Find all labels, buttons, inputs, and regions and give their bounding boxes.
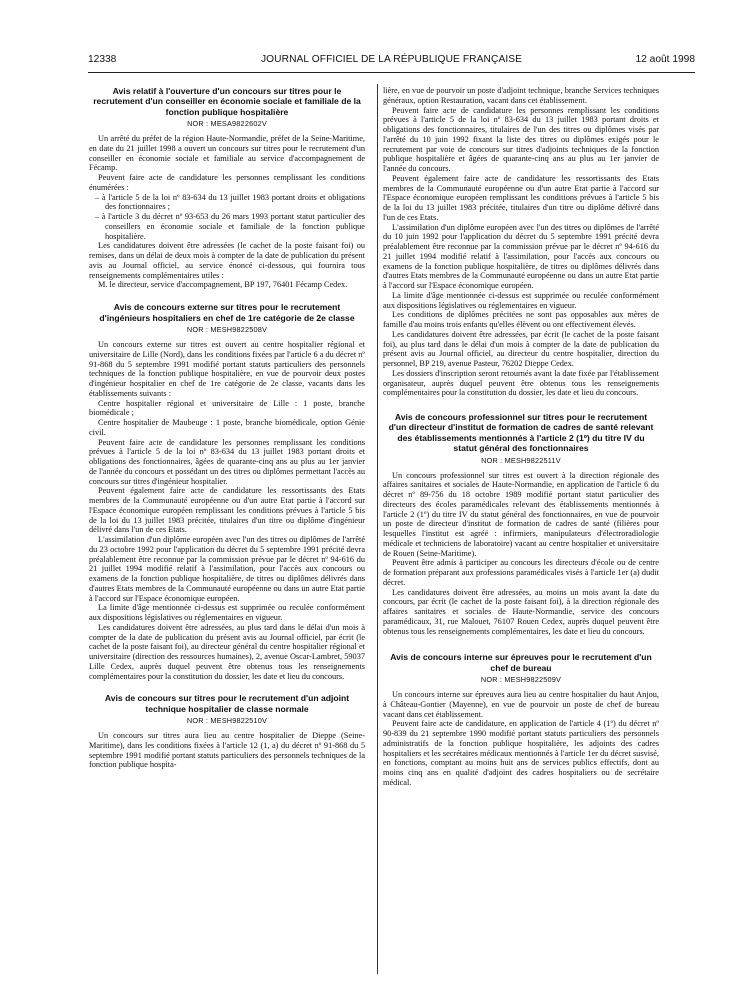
notice-conseiller-economie-sociale [89, 86, 365, 290]
list-item: – à l'article 5 de la loi nº 83-634 du 13 juillet 1983 portant droits et obligations des fonctionnaires ; [95, 192, 365, 212]
conditions-list [89, 193, 365, 242]
paragraph: Centre hospitalier de Maubeuge : 1 poste, branche biomédicale, option Génie civil. [89, 418, 365, 437]
paragraph: Les conditions de diplômes précitées ne sont pas opposables aux mères de famille d'au moins trois enfants qu'elles élèvent ou ont effectivement élevés. [383, 310, 659, 329]
notice-title: Avis de concours professionnel sur titres pour le recrutement d'un directeur d'institut de formation de cadres de santé relevant des établissements mentionnés à l'article 2 (1º) du titre IV du statut général des fonctionnaires [388, 412, 654, 454]
notice-title: Avis de concours externe sur titres pour le recrutement d'ingénieurs hospitaliers en chef de 1re catégorie de 2e classe [99, 302, 355, 323]
notice-chef-de-bureau [383, 652, 659, 787]
nor-reference: NOR : MESA9822602V [187, 119, 267, 129]
paragraph: Un concours professionnel sur titres est ouvert à la direction régionale des affaires sanitaires et sociales de Haute-Normandie, en application de l'article 6 du décret nº 89-756 du 18 octobre 1989 modifié portant statut particulier des directeurs des écoles paramédicales relevant des établissements mentionnés à l'article 2 (1º) du titre IV du statut général des fonctionnaires, en vue de pourvoir un poste de directeur d'institut de formation de cadres de santé (filières pour lesquelles l'institut est agréé : infirmiers, manipulateurs d'électroradiologie médicale et techniciens de laboratoire) vacant au centre hospitalier et universitaire de Rouen (Seine-Maritime). [383, 470, 659, 558]
paragraph: L'assimilation d'un diplôme européen avec l'un des titres ou diplômes de l'arrêté du 23 octobre 1992 pour l'application du décret du 5 septembre 1991 précité devra préalablement être reconnue par la commission prévue par le décret nº 94-616 du 21 juillet 1994 modifié relatif à l'assimilation, pour l'accès aux concours ou examens de la fonction publique hospitalière, de titres ou diplômes délivrés dans d'autres Etats membres de la Communauté européenne ou dans un autre Etat partie à l'accord sur l'Espace économique européen. [89, 535, 365, 603]
paragraph: Un concours externe sur titres est ouvert au centre hospitalier régional et universitaire de Lille (Nord), dans les conditions fixées par l'article 6 a du décret nº 91-868 du 5 septembre 1991 modifié portant statuts particuliers des personnels techniques de la fonction publique hospitalière, en vue de pourvoir deux postes d'ingénieur hospitalier en chef de 1re catégorie de 2e classe, vacants dans les établissements suivants : [89, 340, 365, 398]
notice-adjoint-technique-continued [383, 86, 659, 398]
notice-directeur-institut-formation [383, 412, 659, 636]
paragraph: Peuvent faire acte de candidature les personnes remplissant les conditions énumérées : [89, 173, 365, 192]
nor-reference: NOR : MESH9822509V [480, 675, 562, 685]
paragraph: lière, en vue de pourvoir un poste d'adjoint technique, branche Services techniques généraux, option Restauration, vacant dans cet établissement. [383, 86, 659, 105]
nor-reference: NOR : MESH9822508V [186, 325, 268, 335]
notice-title: Avis de concours interne sur épreuves pour le recrutement d'un chef de bureau [390, 652, 652, 673]
paragraph: Les candidatures doivent être adressées, au plus tard dans le délai d'un mois à compter de la date de publication du présent avis au Journal officiel, par écrit (le cachet de la poste faisant foi), au directeur général du centre hospitalier régional et universitaire (direction des ressources humaines), 2, avenue Oscar-Lambret, 59037 Lille Cedex, auprès duquel peuvent être obtenus tous les renseignements complémentaires pour la constitution du dossier, les date et lieu du concours. [89, 622, 365, 681]
paragraph: Centre hospitalier régional et universitaire de Lille : 1 poste, branche biomédicale ; [89, 398, 365, 418]
paragraph: Les dossiers d'inscription seront retournés avant la date fixée par l'établissement organisateur, auprès duquel peuvent être obtenus tous les renseignements complémentaires pour la constitution du dossier, les date et lieu du concours. [383, 368, 659, 398]
left-column [89, 86, 365, 782]
notice-title: Avis relatif à l'ouverture d'un concours sur titres pour le recrutement d'un conseiller en économie sociale et familiale de la fonction publique hospitalière [93, 86, 361, 117]
paragraph: Peuvent également faire acte de candidature les ressortissants des Etats membres de la Communauté européenne ou d'un autre Etat partie à l'accord sur l'Espace économique européen remplissant les conditions prévues à l'article 5 bis de la loi du 13 juillet 1983 précitée, titulaires d'un titre ou diplôme délivré dans l'un de ces Etats. [383, 173, 659, 222]
header-rule [88, 72, 695, 73]
paragraph: Peuvent être admis à participer au concours les directeurs d'école ou de centre de formation préparant aux professions paramédicales visés à l'article 1er (a) dudit décret. [383, 558, 659, 587]
notice-ingenieurs-hospitaliers [89, 302, 365, 681]
notice-title: Avis de concours sur titres pour le recrutement d'un adjoint technique hospitalier de classe normale [104, 693, 350, 714]
column-divider [377, 84, 378, 974]
running-head [88, 53, 695, 67]
paragraph: Les candidatures doivent être adressées (le cachet de la poste faisant foi) ou remises, dans un délai de deux mois à compter de la date de publication du présent avis au Journal officiel, au service énoncé ci-dessous, qui fournira tous renseignements complémentaires utiles : [89, 241, 365, 280]
paragraph: Peuvent faire acte de candidature les personnes remplissant les conditions prévues à l'article 5 de la loi nº 83-634 du 13 juillet 1983 portant droits et obligations des fonctionnaires, âgées de quarante-cinq ans au plus au 1er janvier de l'année du concours et possédant un des titres ou diplômes permettant l'accès au concours sur titres d'ingénieur hospitalier. [89, 437, 365, 486]
notice-adjoint-technique [89, 693, 365, 770]
paragraph: Peuvent faire acte de candidature les personnes remplissant les conditions prévues à l'article 5 de la loi nº 83-634 du 13 juillet 1983 portant droits et obligations des fonctionnaires, titulaires de l'un des titres ou diplômes visés par l'arrêté du 10 juin 1992 fixant la liste des titres ou diplômes exigés pour le recrutement par voie de concours sur titres d'adjoints techniques de la fonction publique hospitalière et âgées de quarante-cinq ans au plus au 1er janvier de l'année du concours. [383, 105, 659, 173]
paragraph: Les candidatures doivent être adressées, au moins un mois avant la date du concours, par écrit (le cachet de la poste faisant foi), à la direction régionale des affaires sanitaires et sociales de Haute-Normandie, service des concours paramédicaux, 31, rue Malouet, 76107 Rouen Cedex, auprès duquel peuvent être obtenus tous les renseignements complémentaires, les date et lieu du concours. [383, 587, 659, 636]
right-column [383, 86, 659, 800]
issue-date: 12 août 1998 [635, 54, 695, 65]
nor-reference: NOR : MESH9822511V [481, 455, 561, 465]
address-paragraph: M. le directeur, service d'accompagnement, BP 197, 76401 Fécamp Cedex. [98, 280, 348, 290]
page-number: 12338 [88, 54, 117, 65]
paragraph: Peuvent faire acte de candidature, en application de l'article 4 (1º) du décret nº 90-839 du 21 septembre 1990 modifié portant statuts particuliers des personnels administratifs de la fonction publique hospitalière, les adjoints des cadres hospitaliers et les secrétaires médicaux mentionnés à l'article 1er du décret susvisé, en fonctions, comptant au moins huit ans de services publics effectifs, dont au moins cinq ans en qualité d'adjoint des cadres hospitaliers ou de secrétaire médical. [383, 719, 659, 787]
nor-reference: NOR : MESH9822510V [186, 716, 268, 726]
paragraph: Un arrêté du préfet de la région Haute-Normandie, préfet de la Seine-Maritime, en date du 21 juillet 1998 a ouvert un concours sur titres pour le recrutement d'un conseiller en économie sociale et familiale au service d'accompagnement de Fécamp. [89, 134, 365, 173]
paragraph: L'assimilation d'un diplôme européen avec l'un des titres ou diplômes de l'arrêté du 10 juin 1992 pour l'application du décret du 5 septembre 1991 précité devra préalablement être reconnue par la commission prévue par le décret nº 94-616 du 21 juillet 1994 modifié relatif à l'assimilation, pour l'accès aux concours ou examens de la fonction publique hospitalière, de titres ou diplômes délivrés dans d'autres Etats membres de la Communauté européenne ou dans un autre Etat partie à l'accord sur l'Espace économique européen. [383, 222, 659, 290]
paragraph: Peuvent également faire acte de candidature les ressortissants des Etats membres de la Communauté européenne ou d'un autre Etat partie à l'accord sur l'Espace économique européen remplissant les conditions prévues à l'article 5 bis de la loi du 13 juillet 1983 précitée, titulaires d'un titre ou diplôme d'ingénieur délivré dans l'un de ces Etats. [89, 486, 365, 535]
paragraph: La limite d'âge mentionnée ci-dessus est supprimée ou reculée conformément aux dispositions législatives ou réglementaires en vigueur. [383, 290, 659, 310]
list-item: – à l'article 3 du décret nº 93-653 du 26 mars 1993 portant statut particulier des conseillers en économie sociale et familiale de la fonction publique hospitalière. [95, 212, 365, 241]
paragraph: Les candidatures doivent être adressées, par écrit (le cachet de la poste faisant foi), au plus tard dans le délai d'un mois à compter de la date de publication du présent avis au Journal officiel, au directeur du centre hospitalier, direction du personnel, BP 219, avenue Pasteur, 76202 Dieppe Cedex. [383, 329, 659, 368]
journal-title: JOURNAL OFFICIEL DE LA RÉPUBLIQUE FRANÇAISE [260, 54, 523, 65]
paragraph: Un concours interne sur épreuves aura lieu au centre hospitalier du haut Anjou, à Château-Gontier (Mayenne), en vue de pourvoir un poste de chef de bureau vacant dans cet établissement. [383, 690, 659, 719]
paragraph: Un concours sur titres aura lieu au centre hospitalier de Dieppe (Seine-Maritime), dans les conditions fixées à l'article 12 (1, a) du décret nº 91-868 du 5 septembre 1991 modifié portant statuts particuliers des personnels techniques de la fonction publique hospita- [89, 731, 365, 770]
paragraph: La limite d'âge mentionnée ci-dessus est supprimée ou reculée conformément aux dispositions législatives ou réglementaires en vigueur. [89, 603, 365, 623]
